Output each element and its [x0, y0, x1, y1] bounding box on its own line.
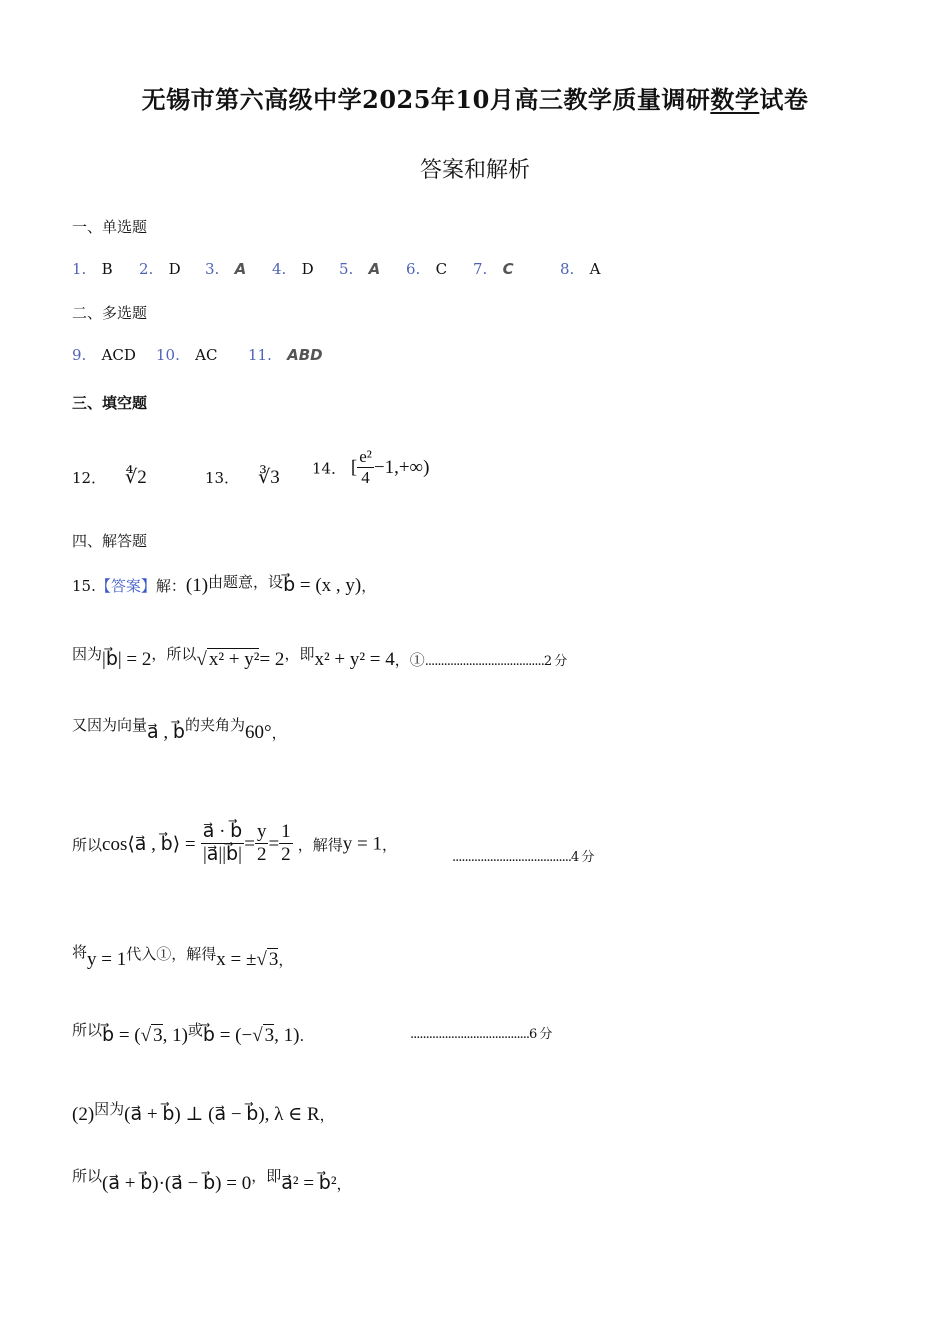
- score-4: ......................................4 分: [452, 850, 594, 865]
- section-solutions: 四、解答题: [72, 532, 148, 550]
- score-6: ......................................6 分: [410, 1027, 552, 1042]
- answer-item: 10. AC: [156, 346, 218, 364]
- answer-item: 8. A: [560, 260, 601, 278]
- answer-item: 9. ACD: [72, 346, 136, 364]
- answer-item: 7. C: [473, 260, 514, 278]
- q15-line-8: 所以(a⃗ + b⃗)·(a⃗ − b⃗) = 0，即a⃗² = b⃗²，: [72, 1167, 352, 1194]
- fill-answer-14: 14． [ $\frac{\text{e²}}{4}$ −1,+∞): [312, 447, 430, 487]
- q15-line-4: 所以cos⟨a⃗ , b⃗⟩ = $\frac{a⃗ \cdot b⃗}{|a⃗||b⃗|}$ = $\frac{y}{2}$ = $\frac{1}{2}$ ，解得y = 1，: [72, 821, 397, 865]
- fill-answer-12: 12． ∜2: [72, 467, 147, 488]
- answer-item: 4. D: [272, 260, 314, 278]
- q15-line-3: 又因为向量a⃗ , b⃗的夹角为60°，: [72, 716, 287, 743]
- page-title: 无锡市第六高级中学2025年10月高三教学质量调研数学试卷: [141, 85, 809, 114]
- answer-item: 11. ABD: [248, 346, 323, 364]
- answer-item: 5. A: [339, 260, 381, 278]
- answer-item: 3. A: [205, 260, 247, 278]
- answer-item: 2. D: [139, 260, 181, 278]
- q15-line-7: (2)因为(a⃗ + b⃗) ⊥ (a⃗ − b⃗), λ ∈ R，: [72, 1100, 335, 1125]
- fill-answer-13: 13． ∛3: [205, 467, 280, 488]
- q15-line-5: 将y = 1代入①，解得x = ±√ 3，: [72, 943, 294, 970]
- section-single-choice: 一、单选题: [72, 218, 148, 236]
- q15-line-1: 15.【答案】解：(1)由题意，设b⃗ = (x , y)，: [72, 573, 377, 596]
- page-subtitle: 答案和解析: [419, 158, 530, 183]
- section-multi-choice: 二、多选题: [72, 304, 148, 322]
- section-fill-blank: 三、填空题: [72, 394, 148, 412]
- answer-item: 6. C: [406, 260, 448, 278]
- q15-line-2: 因为|b⃗| = 2，所以√ x² + y²= 2，即x² + y² = 4，①......................................2 分: [72, 645, 567, 670]
- answer-item: 1. B: [72, 260, 113, 278]
- q15-line-6: 所以b⃗ = (√ 3, 1)或b⃗ = (−√ 3, 1).: [72, 1021, 305, 1046]
